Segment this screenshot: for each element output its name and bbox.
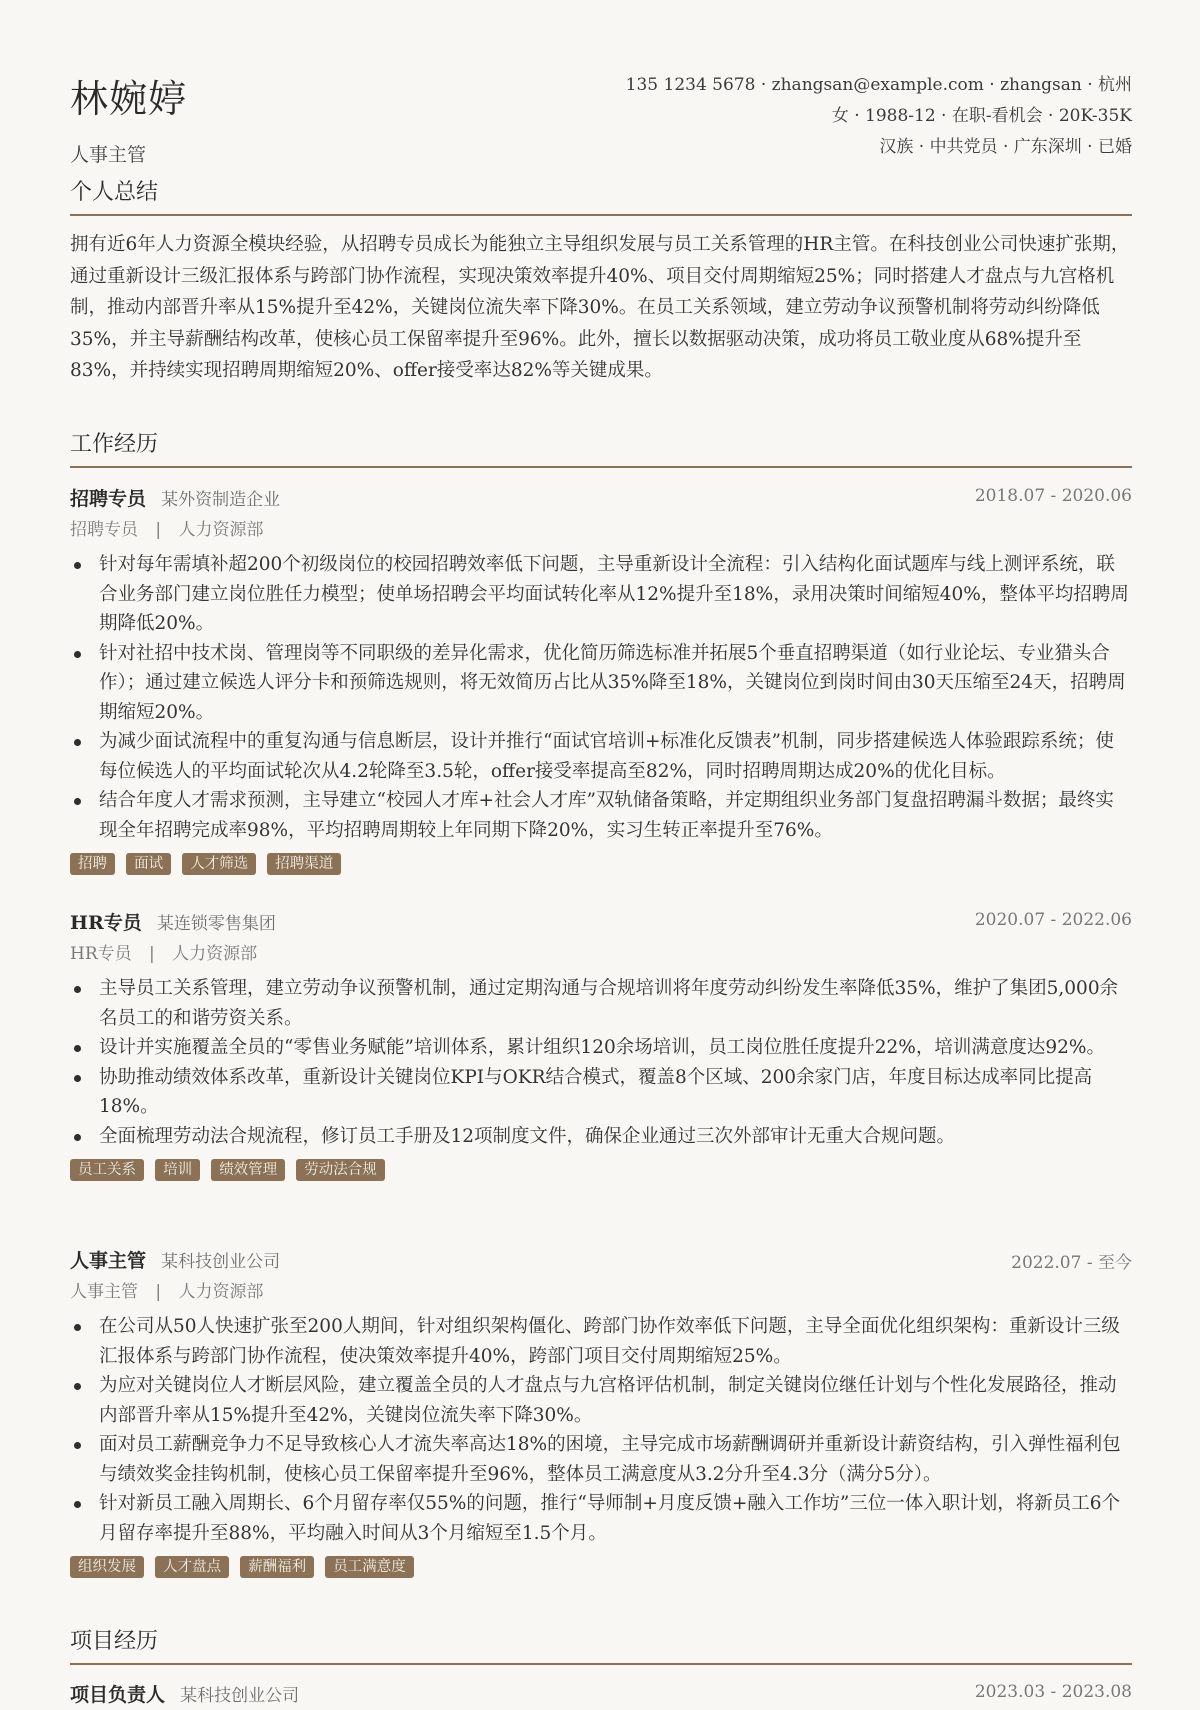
job-tags	[70, 1556, 1132, 1582]
contact-info	[626, 70, 1132, 163]
skill-tag: 招聘	[70, 853, 115, 875]
job-entry	[70, 1246, 1132, 1582]
project-header	[70, 1680, 1132, 1710]
job-department: 人力资源部	[178, 520, 264, 540]
section-divider	[70, 1663, 1132, 1665]
skill-tag: 人才筛选	[182, 853, 256, 875]
project-entry	[70, 1680, 1132, 1710]
job-subline	[70, 514, 1132, 546]
job-subline	[70, 1276, 1132, 1308]
job-bullets	[70, 974, 1132, 1151]
job-bullets	[70, 1312, 1132, 1548]
candidate-title: 人事主管	[70, 144, 147, 166]
bullet-item: 针对每年需填补超200个初级岗位的校园招聘效率低下问题，主导重新设计全流程：引入结构化面试题库与线上测评系统，联合业务部门建立岗位胜任力模型；使单场招聘会平均面试转化率从12%提升至18%，录用决策时间缩短40%，整体平均招聘周期降低20%。	[70, 550, 1132, 639]
job-department: 人力资源部	[172, 944, 258, 964]
skill-tag: 组织发展	[70, 1556, 144, 1578]
job-bullets	[70, 550, 1132, 845]
job-subline	[70, 938, 1132, 970]
skill-tag: 绩效管理	[211, 1159, 285, 1181]
bullet-item: 为减少面试流程中的重复沟通与信息断层，设计并推行“面试官培训+标准化反馈表”机制，同步搭建候选人体验跟踪系统；使每位候选人的平均面试轮次从4.2轮降至3.5轮，offer接受率提高至82%，同时招聘周期达成20%的优化目标。	[70, 727, 1132, 786]
job-role: 人事主管	[70, 1250, 147, 1272]
bullet-item: 针对新员工融入周期长、6个月留存率仅55%的问题，推行“导师制+月度反馈+融入工作坊”三位一体入职计划，将新员工6个月留存率提升至88%，平均融入时间从3个月缩短至1.5个月。	[70, 1489, 1132, 1548]
contact-line: 汉族 · 中共党员 · 广东深圳 · 已婚	[879, 137, 1132, 157]
skill-tag: 招聘渠道	[267, 853, 341, 875]
separator: |	[155, 520, 162, 540]
job-position: HR专员	[70, 944, 132, 964]
skill-tag: 薪酬福利	[240, 1556, 314, 1578]
job-position: 人事主管	[70, 1282, 138, 1302]
job-header	[70, 484, 1132, 514]
job-department: 人力资源部	[178, 1282, 264, 1302]
separator: |	[149, 944, 155, 964]
project-company: 某科技创业公司	[180, 1686, 300, 1706]
bullet-item: 协助推动绩效体系改革，重新设计关键岗位KPI与OKR结合模式，覆盖8个区域、200余家门店，年度目标达成率同比提高18%。	[70, 1063, 1132, 1122]
section-divider	[70, 214, 1132, 216]
contact-line: 135 1234 5678 · zhangsan@example.com · zhangsan · 杭州	[625, 75, 1132, 95]
skill-tag: 人才盘点	[155, 1556, 229, 1578]
job-date: 2018.07 - 2020.06	[974, 486, 1132, 506]
resume-header	[70, 68, 1132, 178]
job-role: 招聘专员	[70, 488, 147, 510]
job-entry	[70, 908, 1132, 1185]
job-date: 2020.07 - 2022.06	[974, 910, 1132, 930]
skill-tag: 劳动法合规	[296, 1159, 385, 1181]
section-title-work: 工作经历	[70, 432, 159, 457]
job-tags	[70, 1159, 1132, 1185]
job-date: 2022.07 - 至今	[1011, 1253, 1132, 1273]
summary-text: 拥有近6年人力资源全模块经验，从招聘专员成长为能独立主导组织发展与员工关系管理的HR主管。在科技创业公司快速扩张期，通过重新设计三级汇报体系与跨部门协作流程，实现决策效率提升40%、项目交付周期缩短25%；同时搭建人才盘点与九宫格机制，推动内部晋升率从15%提升至42%，关键岗位流失率下降30%。在员工关系领域，建立劳动争议预警机制将劳动纠纷降低35%，并主导薪酬结构改革，使核心员工保留率提升至96%。此外，擅长以数据驱动决策，成功将员工敬业度从68%提升至83%，并持续实现招聘周期缩短20%、offer接受率达82%等关键成果。	[70, 234, 1130, 381]
skill-tag: 员工关系	[70, 1159, 144, 1181]
project-role: 项目负责人	[70, 1684, 166, 1706]
project-date: 2023.03 - 2023.08	[974, 1682, 1132, 1702]
bullet-item: 为应对关键岗位人才断层风险，建立覆盖全员的人才盘点与九宫格评估机制，制定关键岗位继任计划与个性化发展路径，推动内部晋升率从15%提升至42%，关键岗位流失率下降30%。	[70, 1371, 1132, 1430]
section-divider	[70, 466, 1132, 468]
job-company: 某外资制造企业	[161, 490, 281, 510]
job-position: 招聘专员	[70, 520, 138, 540]
section-title-projects: 项目经历	[70, 1629, 159, 1654]
job-header	[70, 908, 1132, 938]
job-role: HR专员	[70, 912, 142, 934]
job-header	[70, 1246, 1132, 1276]
bullet-item: 面对员工薪酬竞争力不足导致核心人才流失率高达18%的困境，主导完成市场薪酬调研并重新设计薪资结构，引入弹性福利包与绩效奖金挂钩机制，使核心员工保留率提升至96%，整体员工满意度从3.2分升至4.3分（满分5分）。	[70, 1430, 1132, 1489]
bullet-item: 主导员工关系管理，建立劳动争议预警机制，通过定期沟通与合规培训将年度劳动纠纷发生率降低35%，维护了集团5,000余名员工的和谐劳资关系。	[70, 974, 1132, 1033]
contact-line: 女 · 1988-12 · 在职-看机会 · 20K-35K	[831, 106, 1132, 126]
candidate-name: 林婉婷	[70, 77, 188, 121]
job-tags	[70, 853, 1132, 879]
bullet-item: 全面梳理劳动法合规流程，修订员工手册及12项制度文件，确保企业通过三次外部审计无重大合规问题。	[70, 1122, 1132, 1152]
job-company: 某连锁零售集团	[156, 914, 276, 934]
bullet-item: 设计并实施覆盖全员的“零售业务赋能”培训体系，累计组织120余场培训，员工岗位胜任度提升22%，培训满意度达92%。	[70, 1033, 1132, 1063]
section-title-summary: 个人总结	[70, 180, 159, 205]
job-entry	[70, 484, 1132, 879]
skill-tag: 员工满意度	[325, 1556, 414, 1578]
bullet-item: 结合年度人才需求预测，主导建立“校园人才库+社会人才库”双轨储备策略，并定期组织业务部门复盘招聘漏斗数据；最终实现全年招聘完成率98%，平均招聘周期较上年同期下降20%，实习生转正率提升至76%。	[70, 786, 1132, 845]
bullet-item: 在公司从50人快速扩张至200人期间，针对组织架构僵化、跨部门协作效率低下问题，主导全面优化组织架构：重新设计三级汇报体系与跨部门协作流程，使决策效率提升40%，跨部门项目交付周期缩短25%。	[70, 1312, 1132, 1371]
separator: |	[155, 1282, 162, 1302]
skill-tag: 面试	[126, 853, 171, 875]
job-company: 某科技创业公司	[161, 1252, 281, 1272]
bullet-item: 针对社招中技术岗、管理岗等不同职级的差异化需求，优化简历筛选标准并拓展5个垂直招聘渠道（如行业论坛、专业猎头合作）；通过建立候选人评分卡和预筛选规则，将无效简历占比从35%降至18%，关键岗位到岗时间由30天压缩至24天，招聘周期缩短20%。	[70, 639, 1132, 728]
skill-tag: 培训	[155, 1159, 200, 1181]
